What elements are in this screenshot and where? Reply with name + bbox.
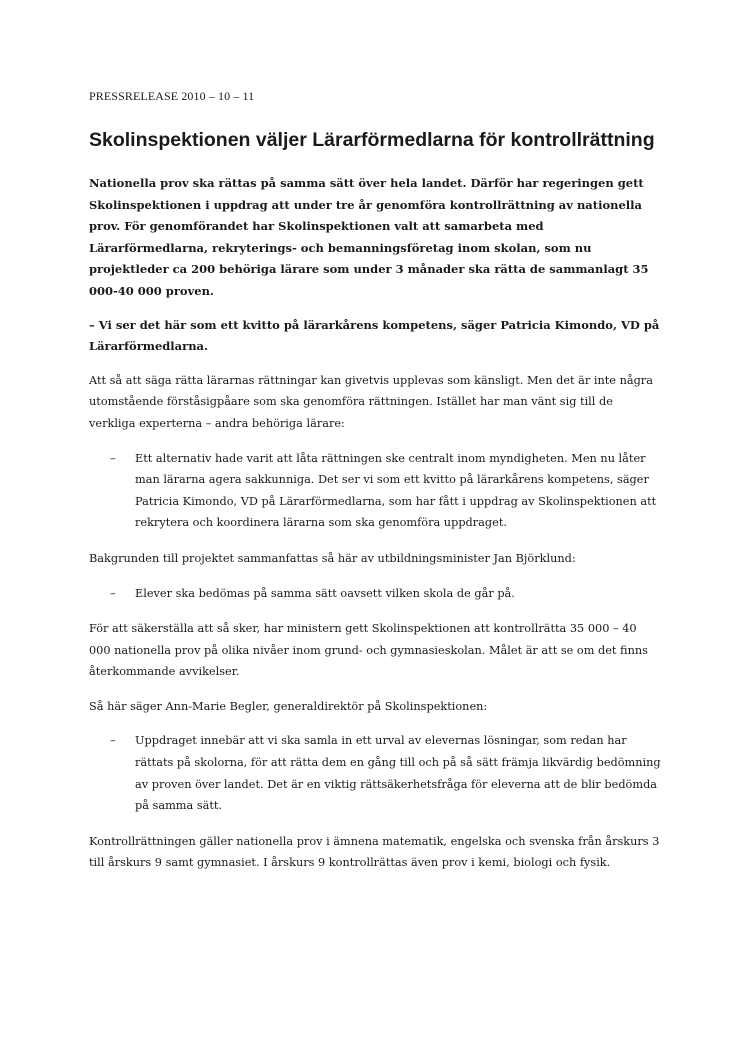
body-paragraph-3: För att säkerställa att så sker, har ministern gett Skolinspektionen att kontrollrätta 35 000 – 40 000 nationella prov på olika nivåer inom grund- och gymnasieskolan. Målet är att se om det finns återkommande avvikelser.	[89, 622, 648, 679]
dash-item-2	[89, 583, 661, 605]
dash-item-1	[89, 448, 661, 534]
dash-item-3	[89, 730, 661, 816]
dash-item-text: Uppdraget innebär att vi ska samla in ett urval av elevernas lösningar, som redan har rättats på skolorna, för att rätta dem en gång till och på så sätt främja likvärdig bedömning av proven över landet. Det är en viktig rättsäkerhetsfråga för eleverna att de blir bedömda på samma sätt.	[135, 734, 661, 813]
dash-bullet: –	[110, 586, 116, 600]
dash-bullet: –	[110, 451, 116, 465]
body-paragraph-5: Kontrollrättningen gäller nationella prov i ämnena matematik, engelska och svenska från årskurs 3 till årskurs 9 samt gymnasiet. I årskurs 9 kontrollrättas även prov i kemi, biologi och fysik.	[89, 834, 660, 870]
body-paragraph-2: Bakgrunden till projektet sammanfattas så här av utbildningsminister Jan Björklund:	[89, 551, 576, 565]
lead-paragraph: Nationella prov ska rättas på samma sätt över hela landet. Därför har regeringen gett Skolinspektionen i uppdrag att under tre år genomföra kontrollrättning av nationella prov. För genomförandet har Skolinspektionen valt att samarbeta med Lärarförmedlarna, rekryterings- och bemanningsföretag inom skolan, som nu projektleder ca 200 behöriga lärare som under 3 månader ska rätta de sammanlagt 35 000-40 000 proven.	[89, 176, 649, 298]
headline: Skolinspektionen väljer Lärarförmedlarna för kontrollrättning	[89, 129, 655, 151]
body-paragraph-4: Så här säger Ann-Marie Begler, generaldirektör på Skolinspektionen:	[89, 699, 488, 713]
dash-bullet: –	[110, 734, 116, 748]
document-page	[89, 89, 661, 887]
body-paragraph-1: Att så att säga rätta lärarnas rättningar kan givetvis upplevas som känsligt. Men det är inte några utomstående förståsigpåare som ska genomföra rättningen. Istället har man vänt sig till de verkliga experterna – andra behöriga lärare:	[89, 373, 653, 430]
quote-paragraph: – Vi ser det här som ett kvitto på lärarkårens kompetens, säger Patricia Kimondo, VD på Lärarförmedlarna.	[89, 317, 660, 354]
dash-item-text: Ett alternativ hade varit att låta rättningen ske centralt inom myndigheten. Men nu låter man lärarna agera sakkunniga. Det ser vi som ett kvitto på lärarkårens kompetens, säger Patricia Kimondo, VD på Lärarförmedlarna, som har fått i uppdrag av Skolinspektionen att rekrytera och koordinera lärarna som ska genomföra uppdraget.	[135, 451, 657, 530]
dash-item-text: Elever ska bedömas på samma sätt oavsett vilken skola de går på.	[135, 586, 515, 600]
press-release-date: PRESSRELEASE 2010 – 10 – 11	[89, 89, 255, 103]
